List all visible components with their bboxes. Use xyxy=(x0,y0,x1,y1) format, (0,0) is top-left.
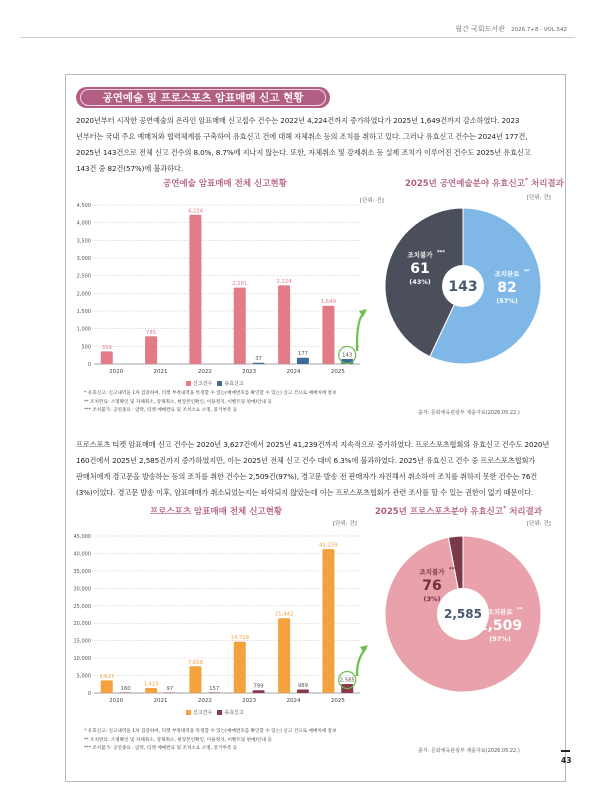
pie-done-label: 조치완료 xyxy=(487,608,513,616)
y-tick-label: 0 xyxy=(87,362,91,368)
x-tick-label: 2020 xyxy=(109,369,124,375)
x-tick-label: 2021 xyxy=(153,369,168,375)
pie-total: 2,585 xyxy=(444,607,482,622)
magazine-name: 월간 국회도서관 xyxy=(455,25,505,33)
data-label: 2,161 xyxy=(232,281,248,288)
data-label: 14,728 xyxy=(230,635,250,642)
data-label: 4,224 xyxy=(187,208,204,215)
x-tick-label: 2024 xyxy=(286,698,301,704)
legend-label: 신고건수 xyxy=(193,381,213,387)
paragraph-line: 판매처에게 경고문을 발송하는 등의 조치를 취한 건수는 2,509건(97%), 경고문 발송 전 판매자가 자진해서 취소하여 조치를 취하지 못한 건수는 76건 xyxy=(76,472,538,481)
chart2-title: 프로스포츠 암표매매 전체 신고현황 xyxy=(150,507,283,517)
data-label: 3,627 xyxy=(99,673,115,680)
pie-fail-pct: (3%) xyxy=(423,595,441,603)
data-label: 143 xyxy=(342,352,353,359)
issue-info: 2026.7+8 · VOL.542 xyxy=(511,27,567,33)
pie-fail-label: 조치불가 xyxy=(407,251,433,259)
data-label: 785 xyxy=(146,329,157,336)
x-tick-label: 2022 xyxy=(197,698,212,704)
pie-fail-value: 61 xyxy=(410,261,430,277)
pie2-title-text: 2025년 프로스포츠분야 유효신고 xyxy=(375,507,504,517)
y-tick-label: 30,000 xyxy=(73,586,91,593)
pie1-title-tail: 처리결과 xyxy=(528,179,564,189)
data-label: 7,658 xyxy=(187,659,204,666)
x-tick-label: 2021 xyxy=(153,698,168,704)
y-tick-label: 4,000 xyxy=(76,220,91,227)
y-tick-label: 35,000 xyxy=(73,568,91,575)
x-tick-label: 2023 xyxy=(242,698,257,704)
chart2-legend xyxy=(186,709,244,716)
paragraph-line: 년부터는 국내 주요 예매처와 협력체계를 구축하여 유효신고 건에 대해 자체취소 등의 조치를 취하고 있다. 그러나 유효신고 건수는 2024년 177건, xyxy=(76,132,528,141)
note-line: * 유효신고: 신고내역을 1차 검증하여, 티켓 부정내역을 특정할 수 있는(예매번호를 확인할 수 있는) 신고 건으로 예매처에 통보 xyxy=(84,391,337,396)
paragraph-line: 2020년부터 시작한 공연예술의 온라인 암표매매 신고접수 건수는 2022년 4,224건까지 증가하였다가 2025년 1,649건까지 감소하였다. 2023 xyxy=(76,116,520,125)
data-label: 21,442 xyxy=(274,611,294,618)
x-tick-label: 2020 xyxy=(109,698,124,704)
section-title: 공연예술 및 프로스포츠 암표매매 신고 현황 xyxy=(102,92,304,104)
y-tick-label: 2,000 xyxy=(76,291,91,298)
y-tick-label: 2,500 xyxy=(76,273,91,280)
pie2-unit: [단위: 건] xyxy=(527,521,551,527)
pie-done-value: 82 xyxy=(497,280,517,296)
legend-item-reports xyxy=(186,709,212,716)
x-tick-label: 2022 xyxy=(197,369,212,375)
note-line: ** 조치완료: 소명확인 및 자체취소, 강제취소, 현장본인확인, 이용정지, 이벤트및 판매/안내 등 xyxy=(84,399,272,405)
y-tick-label: 1,000 xyxy=(76,326,91,333)
y-tick-label: 3,000 xyxy=(76,256,91,262)
page-number-rule xyxy=(561,750,570,752)
pie-done-pct: (57%) xyxy=(496,297,518,305)
paragraph-line: 160건에서 2025년 2,585건까지 증가하였지만, 이는 2025년 전체 신고 건수 대비 6.3%에 불과하였다. 2025년 유효신고 건수 중 프로스포츠협회가 xyxy=(76,456,536,465)
paragraph-line: (3%)이었다. 경고문 발송 이후, 암표매매가 취소되었는지는 파악되지 않았는데 이는 프로스포츠협회가 관련 조사를 할 수 있는 권한이 없기 때문이다. xyxy=(76,488,534,497)
y-tick-label: 5,000 xyxy=(76,673,91,680)
y-tick-label: 10,000 xyxy=(73,656,91,663)
legend-item-valid xyxy=(217,709,243,716)
note-line: * 유효신고: 신고내역을 1차 검증하여, 티켓 부정내역을 특정할 수 있는(예매번호를 확인할 수 있는) 신고 건으로 예매처에 통보 xyxy=(84,729,337,734)
chart2-unit: [단위: 건] xyxy=(333,521,357,527)
y-tick-label: 3,500 xyxy=(76,238,91,245)
pie2-title-sup: * xyxy=(503,505,507,513)
data-label: 37 xyxy=(255,356,262,363)
y-tick-label: 15,000 xyxy=(73,638,91,645)
pie-done-value: 2,509 xyxy=(477,618,523,634)
paragraph-line: 2025년 143건으로 전체 신고 건수의 8.0%, 8.7%에 지나지 않는다. 또한, 자체취소 및 강제취소 등 실제 조치가 이루어진 건수도 2025년 유효신고 xyxy=(76,148,531,157)
legend-label: 신고건수 xyxy=(193,710,213,716)
pie-fail-sup: *** xyxy=(437,250,445,256)
legend-label: 유효신고 xyxy=(224,381,244,387)
y-tick-label: 20,000 xyxy=(73,621,91,628)
data-label: 2,585 xyxy=(339,677,355,684)
page-number: 43 xyxy=(561,756,572,765)
pie-done-label: 조치완료 xyxy=(494,270,520,278)
pie-done-pct: (97%) xyxy=(489,635,511,643)
pie-fail-pct: (43%) xyxy=(409,278,431,286)
data-label: 177 xyxy=(297,351,308,358)
pie-done-sup: ** xyxy=(524,269,530,275)
pie-fail-label: 조치불가 xyxy=(419,568,445,576)
paragraph-line: 143건 중 82건(57%)에 불과하다. xyxy=(76,164,183,173)
chart2-notes xyxy=(84,728,337,754)
x-tick-label: 2025 xyxy=(330,369,345,375)
y-tick-label: 4,500 xyxy=(76,203,91,209)
y-tick-label: 500 xyxy=(81,344,91,351)
y-tick-label: 25,000 xyxy=(73,603,91,610)
chart1-unit: [단위: 건] xyxy=(360,198,384,204)
x-tick-label: 2025 xyxy=(330,698,345,704)
chart1-source: 출처: 문화체육관광부 제출자료(2026.05.22.) xyxy=(418,410,520,416)
y-tick-label: 45,000 xyxy=(73,534,91,540)
pie2-title-tail: 처리결과 xyxy=(506,507,543,517)
paragraph-line: 프로스포츠 티켓 암표매매 신고 건수는 2020년 3,627건에서 2025년 41,239건까지 지속적으로 증가하였다. 프로스포츠협회의 유효신고 건수도 2020년 xyxy=(76,440,550,449)
data-label: 2,224 xyxy=(276,278,292,285)
y-tick-label: 40,000 xyxy=(73,551,91,558)
data-label: 989 xyxy=(297,683,308,690)
data-label: 359 xyxy=(101,344,112,351)
pie1-title-text: 2025년 공연예술분야 유효신고 xyxy=(405,179,525,189)
y-tick-label: 1,500 xyxy=(76,309,91,315)
data-label: 1,649 xyxy=(320,299,337,306)
y-tick-label: 0 xyxy=(87,691,91,697)
data-label: 799 xyxy=(253,683,264,690)
pie1-title-sup: * xyxy=(524,177,529,185)
pie-total: 143 xyxy=(448,278,478,295)
note-line: *** 조치불가: 공연종료 · 암막, 티켓 예매완료 및 조치소요 소명, 증거부족 등 xyxy=(84,408,238,413)
data-label: 157 xyxy=(209,685,220,692)
pie-done-sup: ** xyxy=(517,607,523,613)
note-line: *** 조치불가: 공연종료 · 암막, 티켓 예매완료 및 조치소요 소명, 증거부족 등 xyxy=(84,746,238,751)
pie-fail-sup: *** xyxy=(449,567,457,573)
data-label: 97 xyxy=(166,686,174,693)
x-tick-label: 2023 xyxy=(242,369,257,375)
chart1-title: 공연예술 암표매매 전체 신고현황 xyxy=(163,179,287,189)
pie-fail-value: 76 xyxy=(422,578,442,594)
data-label: 1,423 xyxy=(143,681,159,688)
x-tick-label: 2024 xyxy=(286,369,301,375)
data-label: 41,239 xyxy=(319,542,338,549)
data-label: 160 xyxy=(120,685,131,692)
legend-label: 유효신고 xyxy=(224,710,244,716)
pie1-unit: [단위: 건] xyxy=(527,195,551,201)
chart2-source: 출처: 문화체육관광부 제출자료(2026.05.22.) xyxy=(418,748,520,754)
note-line: ** 조치완료: 소명확인 및 자체취소, 강제취소, 현장본인확인, 이용정지, 이벤트및 판매/안내 등 xyxy=(84,737,272,743)
